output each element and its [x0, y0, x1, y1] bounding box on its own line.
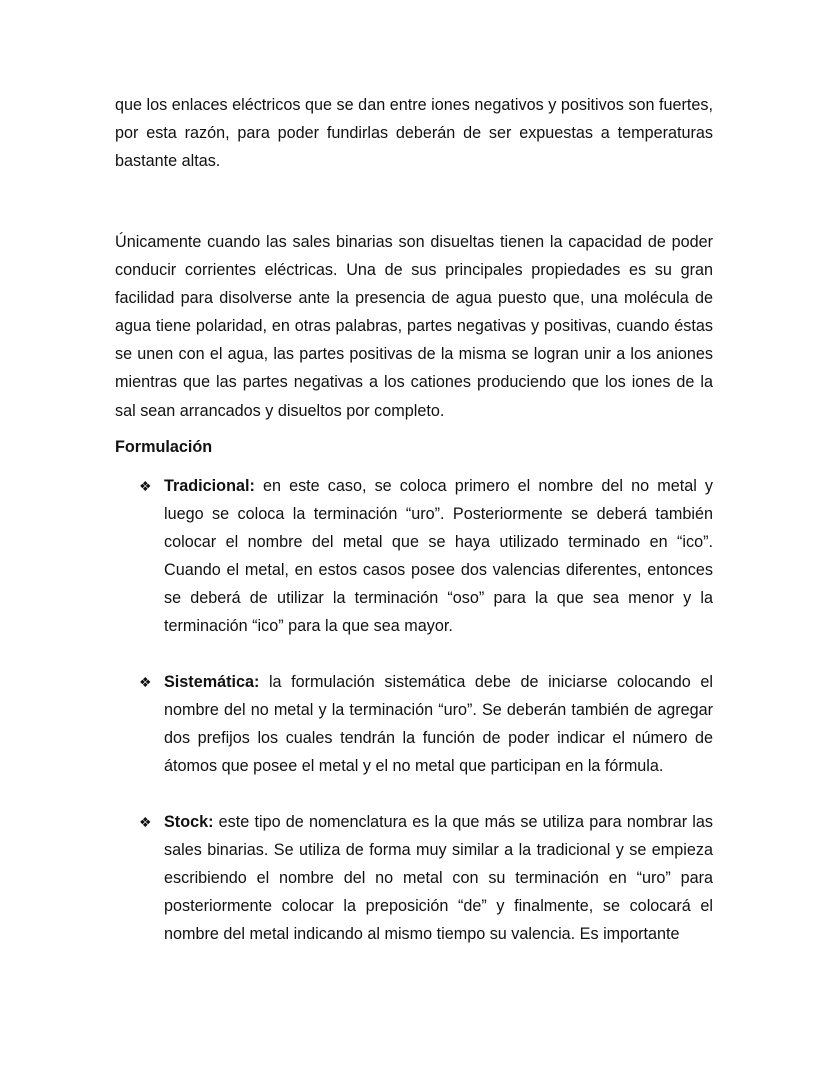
bullet-term: Tradicional: [164, 477, 255, 495]
bullet-term: Sistemática: [164, 673, 260, 691]
section-heading: Formulación [115, 438, 213, 456]
bullet-body: la formulación sistemática debe de iniciarse colocando el nombre del no metal y la terminación “uro”. Se deberán también de agregar dos prefijos los cuales tendrán la función de poder indicar el número de átomos que posee el metal y el no metal que participan en la fórmula. [164, 673, 713, 776]
bullet-term: Stock: [164, 813, 214, 831]
diamond-bullet-icon: ❖ [139, 674, 152, 690]
bullet-text [164, 668, 713, 780]
bullet-body: en este caso, se coloca primero el nombre del no metal y luego se coloca la terminación “uro”. Posteriormente se deberá también colocar el nombre del metal que se haya utilizado terminado en “ico”. Cuando el metal, en estos casos posee dos valencias diferentes, entonces se deberá de utilizar la terminación “oso” para la que sea menor y la terminación “ico” para la que sea mayor. [164, 477, 713, 636]
bullet-body: este tipo de nomenclatura es la que más se utiliza para nombrar las sales binarias. Se utiliza de forma muy similar a la tradicional y se empieza escribiendo el nombre del no metal con su terminación en “uro” para posteriormente colocar la preposición “de” y finalmente, se colocará el nombre del metal indicando al mismo tiempo su valencia. Es importante [164, 813, 713, 944]
body-paragraph: que los enlaces eléctricos que se dan entre iones negativos y positivos son fuertes, por esta razón, para poder fundirlas deberán de ser expuestas a temperaturas bastante altas. [115, 96, 713, 171]
diamond-bullet-icon: ❖ [139, 478, 152, 494]
bullet-text [164, 472, 713, 641]
diamond-bullet-icon: ❖ [139, 814, 152, 830]
bullet-text [164, 808, 713, 948]
body-paragraph: Únicamente cuando las sales binarias son disueltas tienen la capacidad de poder conducir corrientes eléctricas. Una de sus principales propiedades es su gran facilidad para disolverse ante la presencia de agua puesto que, una molécula de agua tiene polaridad, en otras palabras, partes negativas y positivas, cuando éstas se unen con el agua, las partes positivas de la misma se logran unir a los aniones mientras que las partes negativas a los cationes produciendo que los iones de la sal sean arrancados y disueltos por completo. [115, 233, 713, 420]
